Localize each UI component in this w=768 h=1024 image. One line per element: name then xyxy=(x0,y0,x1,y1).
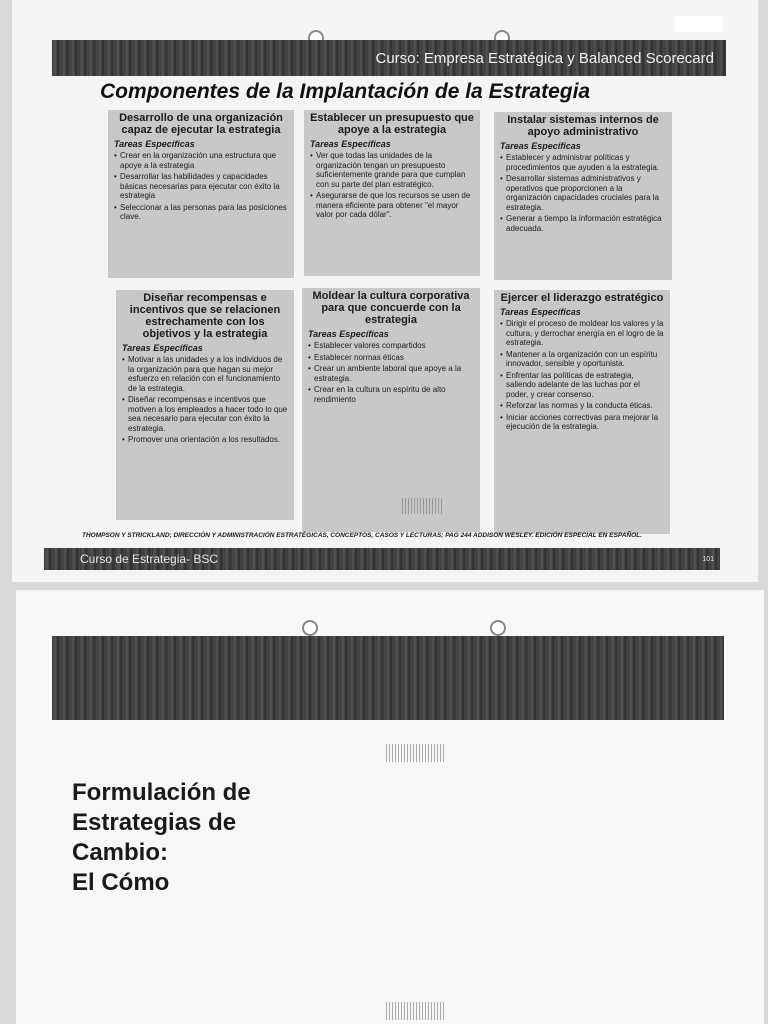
task-item: • Establecer normas éticas xyxy=(308,353,474,363)
header-band xyxy=(52,636,724,720)
scan-smudge xyxy=(402,498,442,514)
scan-smudge xyxy=(386,744,444,762)
section-title xyxy=(72,778,251,898)
component-box xyxy=(304,110,480,276)
task-item: • Dirigir el proceso de moldear los valores y la cultura, y derrochar energía en el logro de la estrategia. xyxy=(500,319,664,348)
task-item: • Seleccionar a las personas para las posiciones clave. xyxy=(114,203,288,222)
header-band xyxy=(52,40,726,76)
task-item: • Crear en la organización una estructura que apoye a la estrategia xyxy=(114,151,288,170)
tasks-label: Tareas Específicas xyxy=(114,139,195,149)
component-box xyxy=(494,112,672,280)
task-item: • Generar a tiempo la información estratégica adecuada. xyxy=(500,214,666,233)
footer-band xyxy=(44,548,720,570)
tasks-label: Tareas Específicas xyxy=(500,307,581,317)
component-title: Diseñar recompensas e incentivos que se relacionen estrechamente con los objetivos y la estrategia xyxy=(129,292,281,340)
task-item: • Establecer y administrar políticas y procedimientos que ayuden a la estrategia. xyxy=(500,153,666,172)
tasks-label: Tareas Específicas xyxy=(310,139,391,149)
course-title: Curso: Empresa Estratégica y Balanced Scorecard xyxy=(375,50,714,67)
task-item: • Establecer valores compartidos xyxy=(308,341,474,351)
scan-smudge xyxy=(386,1002,444,1020)
task-item: • Crear en la cultura un espíritu de alto rendimiento xyxy=(308,385,474,404)
task-item: • Promover una orientación a los resultados. xyxy=(122,435,288,445)
task-item: • Motivar a las unidades y a los individuos de la organización para que hagan su mejor esfuerzo en relación con el funcionamiento de la estrategia. xyxy=(122,355,288,393)
component-box xyxy=(494,290,670,534)
component-box xyxy=(108,110,294,278)
section-title-line: El Cómo xyxy=(72,869,170,896)
punch-hole xyxy=(490,620,506,636)
slide-title: Componentes de la Implantación de la Estrategia xyxy=(100,80,591,103)
component-title: Establecer un presupuesto que apoye a la estrategia xyxy=(310,112,474,136)
tasks-label: Tareas Específicas xyxy=(500,141,581,151)
task-item: • Asegurarse de que los recursos se usen de manera eficiente para obtener "el mayor valor por cada dólar". xyxy=(310,191,474,220)
tasks-label: Tareas Específicas xyxy=(122,343,203,353)
white-tab xyxy=(675,16,723,32)
citation: THOMPSON Y STRICKLAND; DIRECCIÓN Y ADMINISTRACIÓN ESTRATÉGICAS, CONCEPTOS, CASOS Y LECTURAS; PAG 244 ADDISON WESLEY. EDICIÓN ESPECIAL EN ESPAÑOL. xyxy=(82,532,642,539)
section-title-line: Estrategias de xyxy=(72,809,237,836)
task-item: • Enfrentar las políticas de estrategia, saliendo adelante de las luchas por el poder, y crear consenso. xyxy=(500,371,664,400)
component-box xyxy=(116,290,294,520)
tasks-label: Tareas Específicas xyxy=(308,329,389,339)
task-item: • Diseñar recompensas e incentivos que motiven a los empleados a hacer todo lo que sea necesario para ejecutar con éxito la estrategia. xyxy=(122,395,288,433)
component-box xyxy=(302,288,480,532)
footer-text: Curso de Estrategia- BSC xyxy=(80,552,219,566)
task-item: • Desarrollar sistemas administrativos y operativos que proporcionen a la organización capacidades cruciales para la estrategia. xyxy=(500,174,666,212)
component-title: Desarrollo de una organización capaz de ejecutar la estrategia xyxy=(119,112,283,136)
task-item: • Ver que todas las unidades de la organización tengan un presupuesto suficientemente grande para que cumplan con su parte del plan estratégico. xyxy=(310,151,474,189)
task-item: • Iniciar acciones correctivas para mejorar la ejecución de la estrategia. xyxy=(500,413,664,432)
component-title: Ejercer el liderazgo estratégico xyxy=(500,292,664,304)
punch-hole xyxy=(302,620,318,636)
task-item: • Desarrollar las habilidades y capacidades básicas necesarias para ejecutar con éxito la estrategia xyxy=(114,172,288,201)
task-item: • Reforzar las normas y la conducta éticas. xyxy=(500,401,664,411)
slide-page-2 xyxy=(16,590,764,1024)
section-title-line: Formulación de xyxy=(72,779,251,806)
task-item: • Mantener a la organización con un espíritu innovador, sensible y oportunista. xyxy=(500,350,664,369)
component-title: Moldear la cultura corporativa para que concuerde con la estrategia xyxy=(312,290,470,326)
slide-page-1 xyxy=(12,0,758,582)
task-item: • Crear un ambiente laboral que apoye a la estrategia. xyxy=(308,364,474,383)
section-title-line: Cambio: xyxy=(72,839,168,866)
page-number: 101 xyxy=(702,556,714,563)
component-title: Instalar sistemas internos de apoyo administrativo xyxy=(507,114,659,138)
